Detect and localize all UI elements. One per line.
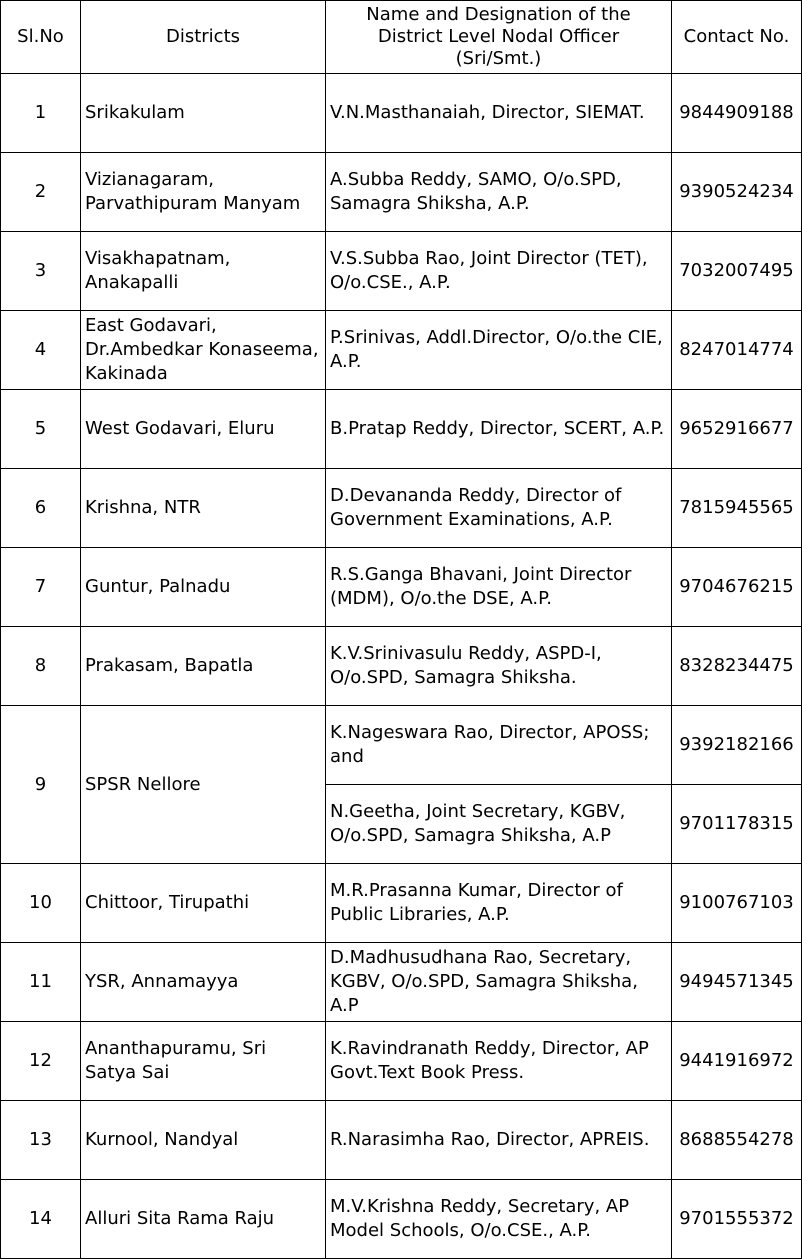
officer-cell: R.S.Ganga Bhavani, Joint Director (MDM), O/o.the DSE, A.P. bbox=[326, 548, 672, 627]
officer-cell: D.Madhusudhana Rao, Secretary, KGBV, O/o.SPD, Samagra Shiksha, A.P bbox=[326, 943, 672, 1022]
district-cell: SPSR Nellore bbox=[81, 706, 326, 864]
contact-cell: 9652916677 bbox=[672, 390, 802, 469]
table-row bbox=[1, 706, 802, 785]
officer-cell: D.Devananda Reddy, Director of Government Examinations, A.P. bbox=[326, 469, 672, 548]
district-cell: Ananthapuramu, Sri Satya Sai bbox=[81, 1022, 326, 1101]
district-cell: Kurnool, Nandyal bbox=[81, 1101, 326, 1180]
sl-no-cell: 6 bbox=[1, 469, 81, 548]
contact-cell: 9390524234 bbox=[672, 153, 802, 232]
header-row bbox=[1, 1, 802, 74]
contact-cell: 9844909188 bbox=[672, 74, 802, 153]
table-row bbox=[1, 1101, 802, 1180]
district-cell: West Godavari, Eluru bbox=[81, 390, 326, 469]
sl-no-cell: 11 bbox=[1, 943, 81, 1022]
officer-cell: P.Srinivas, Addl.Director, O/o.the CIE, A.P. bbox=[326, 311, 672, 390]
header-officer bbox=[326, 1, 672, 74]
district-cell: Krishna, NTR bbox=[81, 469, 326, 548]
contact-cell: 9704676215 bbox=[672, 548, 802, 627]
district-cell: Srikakulam bbox=[81, 74, 326, 153]
sl-no-cell: 10 bbox=[1, 864, 81, 943]
table-row bbox=[1, 943, 802, 1022]
table-row bbox=[1, 864, 802, 943]
sl-no-cell: 14 bbox=[1, 1180, 81, 1259]
table-row bbox=[1, 1180, 802, 1259]
contact-cell: 9701555372 bbox=[672, 1180, 802, 1259]
contact-cell: 9441916972 bbox=[672, 1022, 802, 1101]
sl-no-cell: 9 bbox=[1, 706, 81, 864]
officer-cell: K.Nageswara Rao, Director, APOSS; and bbox=[326, 706, 672, 785]
district-cell: Prakasam, Bapatla bbox=[81, 627, 326, 706]
officer-cell: V.N.Masthanaiah, Director, SIEMAT. bbox=[326, 74, 672, 153]
sl-no-cell: 7 bbox=[1, 548, 81, 627]
contact-cell: 9494571345 bbox=[672, 943, 802, 1022]
officer-cell: M.V.Krishna Reddy, Secretary, AP Model Schools, O/o.CSE., A.P. bbox=[326, 1180, 672, 1259]
officer-cell: K.Ravindranath Reddy, Director, AP Govt.Text Book Press. bbox=[326, 1022, 672, 1101]
table-row bbox=[1, 390, 802, 469]
header-officer-line1: Name and Designation of the bbox=[366, 4, 631, 25]
district-cell: Visakhapatnam, Anakapalli bbox=[81, 232, 326, 311]
header-contact: Contact No. bbox=[672, 1, 802, 74]
sl-no-cell: 8 bbox=[1, 627, 81, 706]
sl-no-cell: 12 bbox=[1, 1022, 81, 1101]
header-sl-no: Sl.No bbox=[1, 1, 81, 74]
table-row bbox=[1, 469, 802, 548]
sl-no-cell: 2 bbox=[1, 153, 81, 232]
contact-cell-secondary: 9701178315 bbox=[672, 785, 802, 864]
sl-no-cell: 1 bbox=[1, 74, 81, 153]
district-cell: YSR, Annamayya bbox=[81, 943, 326, 1022]
contact-cell: 8328234475 bbox=[672, 627, 802, 706]
contact-cell: 7815945565 bbox=[672, 469, 802, 548]
header-districts: Districts bbox=[81, 1, 326, 74]
district-cell: Guntur, Palnadu bbox=[81, 548, 326, 627]
sl-no-cell: 5 bbox=[1, 390, 81, 469]
table-row bbox=[1, 548, 802, 627]
district-cell: Vizianagaram, Parvathipuram Manyam bbox=[81, 153, 326, 232]
contact-cell: 9392182166 bbox=[672, 706, 802, 785]
district-cell: Alluri Sita Rama Raju bbox=[81, 1180, 326, 1259]
table-row bbox=[1, 1022, 802, 1101]
sl-no-cell: 3 bbox=[1, 232, 81, 311]
officer-cell: R.Narasimha Rao, Director, APREIS. bbox=[326, 1101, 672, 1180]
table-row bbox=[1, 153, 802, 232]
contact-cell: 9100767103 bbox=[672, 864, 802, 943]
officer-cell: V.S.Subba Rao, Joint Director (TET), O/o.CSE., A.P. bbox=[326, 232, 672, 311]
officer-cell: M.R.Prasanna Kumar, Director of Public Libraries, A.P. bbox=[326, 864, 672, 943]
district-cell: East Godavari, Dr.Ambedkar Konaseema, Kakinada bbox=[81, 311, 326, 390]
officer-cell: B.Pratap Reddy, Director, SCERT, A.P. bbox=[326, 390, 672, 469]
table-row bbox=[1, 232, 802, 311]
table-row bbox=[1, 74, 802, 153]
header-officer-line2: District Level Nodal Officer bbox=[377, 26, 620, 47]
sl-no-cell: 4 bbox=[1, 311, 81, 390]
contact-cell: 8247014774 bbox=[672, 311, 802, 390]
header-officer-line3: (Sri/Smt.) bbox=[455, 48, 542, 69]
officer-cell-secondary: N.Geetha, Joint Secretary, KGBV, O/o.SPD, Samagra Shiksha, A.P bbox=[326, 785, 672, 864]
contact-cell: 7032007495 bbox=[672, 232, 802, 311]
sl-no-cell: 13 bbox=[1, 1101, 81, 1180]
table-row bbox=[1, 311, 802, 390]
officer-cell: K.V.Srinivasulu Reddy, ASPD-I, O/o.SPD, Samagra Shiksha. bbox=[326, 627, 672, 706]
district-cell: Chittoor, Tirupathi bbox=[81, 864, 326, 943]
table-row bbox=[1, 627, 802, 706]
officer-cell: A.Subba Reddy, SAMO, O/o.SPD, Samagra Shiksha, A.P. bbox=[326, 153, 672, 232]
contact-cell: 8688554278 bbox=[672, 1101, 802, 1180]
